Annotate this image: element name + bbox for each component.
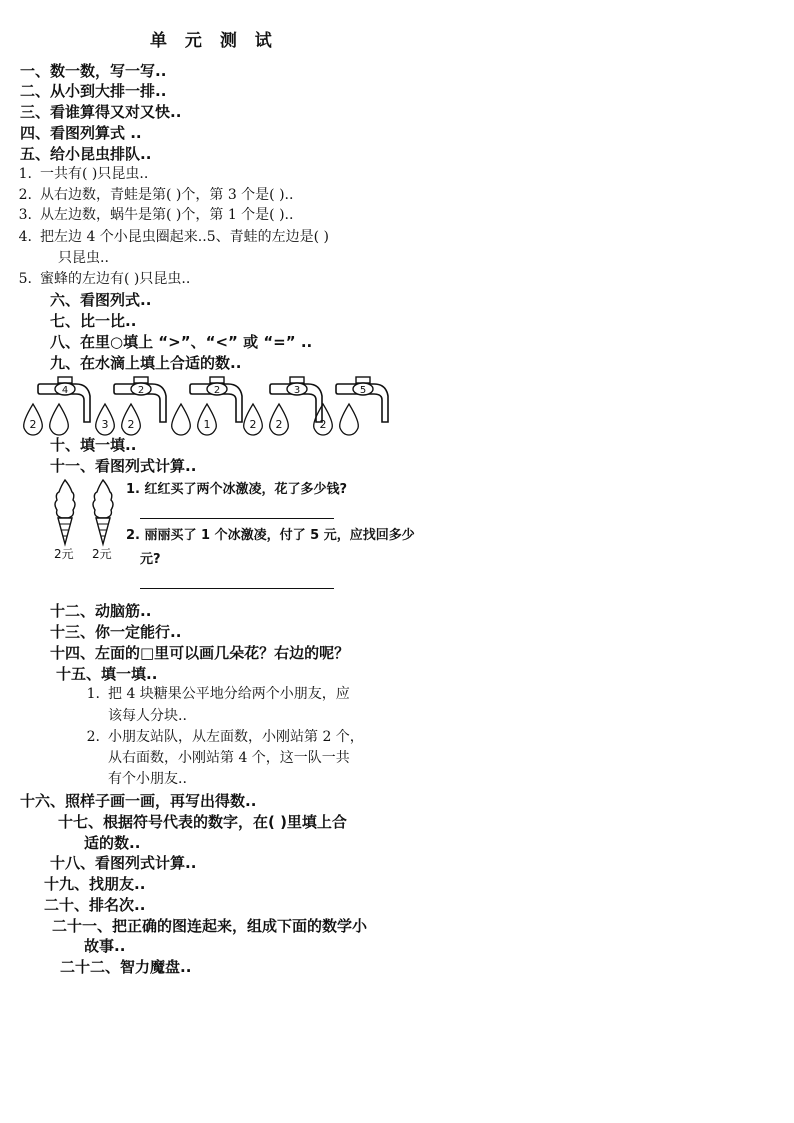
q5-item-2-number: 2. bbox=[18, 187, 32, 203]
section-17: 十七、根据符号代表的数字，在( )里填上合 bbox=[58, 813, 347, 831]
q15-item-2 bbox=[78, 729, 364, 747]
section-11: 十一、看图列式计算.. bbox=[50, 457, 197, 475]
q5-item-3-text: 从左边数，蜗牛是第( )个，第 1 个是( ).. bbox=[40, 207, 294, 223]
faucet-valve bbox=[356, 377, 370, 383]
q5-item-4-continued: 只昆虫.. bbox=[58, 250, 109, 266]
q5-item-3 bbox=[10, 207, 293, 225]
section-21: 二十一、把正确的图连起来，组成下面的数学小 bbox=[52, 917, 368, 935]
q15-item-1-number: 1. bbox=[86, 686, 100, 702]
faucet-2 bbox=[114, 377, 166, 422]
q15-item-1 bbox=[78, 686, 350, 704]
section-21-continued: 故事.. bbox=[84, 937, 126, 955]
faucet-valve bbox=[290, 377, 304, 383]
section-6: 六、看图列式.. bbox=[50, 291, 152, 309]
q5-item-5-text: 蜜蜂的左边有( )只昆虫.. bbox=[40, 271, 191, 287]
q5-item-5 bbox=[10, 271, 190, 289]
section-3: 三、看谁算得又对又快.. bbox=[20, 103, 182, 121]
drop-pair-2 bbox=[96, 404, 141, 435]
faucet-number: 3 bbox=[293, 385, 301, 396]
q5-item-4-text: 把左边 4 个小昆虫圈起来..5、青蛙的左边是( ) bbox=[40, 229, 329, 245]
drop-number: 2 bbox=[127, 418, 135, 431]
faucet-number: 5 bbox=[359, 385, 367, 396]
q5-item-4-number: 4. bbox=[18, 229, 32, 245]
faucet-1 bbox=[38, 377, 90, 422]
faucet-drops-figure bbox=[14, 374, 408, 436]
page-title: 单 元 测 试 bbox=[150, 31, 278, 51]
q5-item-2-text: 从右边数，青蛙是第( )个，第 3 个是( ).. bbox=[40, 187, 294, 203]
section-1: 一、数一数，写一写.. bbox=[20, 62, 167, 80]
q15-item-1-continued: 该每人分块.. bbox=[108, 708, 187, 724]
section-20: 二十、排名次.. bbox=[44, 896, 146, 914]
section-15: 十五、填一填.. bbox=[56, 665, 158, 683]
faucet-number: 2 bbox=[137, 385, 145, 396]
drop-pair-5 bbox=[314, 404, 359, 435]
water-drop-icon bbox=[340, 404, 359, 435]
q15-item-2-number: 2. bbox=[86, 729, 100, 745]
q11-question-2-continued: 元? bbox=[140, 552, 161, 567]
section-5: 五、给小昆虫排队.. bbox=[20, 145, 152, 163]
q5-item-1-text: 一共有( )只昆虫.. bbox=[40, 166, 149, 182]
q11-question-2: 2. 丽丽买了 1 个冰激凌，付了 5 元，应找回多少 bbox=[126, 528, 415, 543]
q5-item-3-number: 3. bbox=[18, 207, 32, 223]
water-drop-icon bbox=[50, 404, 69, 435]
q11-answer-line-1 bbox=[140, 518, 334, 519]
faucet-5 bbox=[336, 377, 388, 422]
water-drop-icon bbox=[172, 404, 191, 435]
section-9: 九、在水滴上填上合适的数.. bbox=[50, 354, 242, 372]
q5-item-5-number: 5. bbox=[18, 271, 32, 287]
q5-item-2 bbox=[10, 187, 293, 205]
drop-pair-1 bbox=[24, 404, 69, 435]
faucet-valve bbox=[134, 377, 148, 383]
q15-item-2-line-3: 有个小朋友.. bbox=[108, 771, 187, 787]
faucet-valve bbox=[210, 377, 224, 383]
section-19: 十九、找朋友.. bbox=[44, 875, 146, 893]
section-7: 七、比一比.. bbox=[50, 312, 137, 330]
faucet-number: 2 bbox=[213, 385, 221, 396]
section-17-continued: 适的数.. bbox=[84, 834, 141, 852]
ice-cream-price-1: 2元 bbox=[54, 547, 74, 561]
faucet-3 bbox=[190, 377, 242, 422]
section-14: 十四、左面的□里可以画几朵花？右边的呢？ bbox=[50, 644, 350, 662]
section-12: 十二、动脑筋.. bbox=[50, 602, 152, 620]
q5-item-1 bbox=[10, 166, 148, 184]
ice-cream-figure bbox=[40, 478, 140, 568]
section-10: 十、填一填.. bbox=[50, 436, 137, 454]
drop-number: 2 bbox=[275, 418, 283, 431]
drop-number: 2 bbox=[29, 418, 37, 431]
q15-item-2-text: 小朋友站队，从左面数，小刚站第 2 个， bbox=[108, 729, 364, 745]
section-16: 十六、照样子画一画，再写出得数.. bbox=[20, 792, 257, 810]
faucet-4 bbox=[270, 377, 322, 422]
ice-cream-icon bbox=[55, 480, 75, 544]
section-2: 二、从小到大排一排.. bbox=[20, 82, 167, 100]
q11-question-1: 1. 红红买了两个冰激凌，花了多少钱? bbox=[126, 482, 348, 497]
q11-answer-line-2 bbox=[140, 588, 334, 589]
faucet-valve bbox=[58, 377, 72, 383]
section-22: 二十二、智力魔盘.. bbox=[60, 958, 192, 976]
q15-item-2-line-2: 从右面数，小刚站第 4 个，这一队一共 bbox=[108, 750, 350, 766]
ice-cream-price-2: 2元 bbox=[92, 547, 112, 561]
section-4: 四、看图列算式 .. bbox=[20, 124, 142, 142]
drop-pair-3 bbox=[172, 404, 217, 435]
drop-number: 2 bbox=[319, 418, 327, 431]
section-13: 十三、你一定能行.. bbox=[50, 623, 182, 641]
q5-item-1-number: 1. bbox=[18, 166, 32, 182]
drop-number: 2 bbox=[249, 418, 257, 431]
drop-number: 3 bbox=[101, 418, 109, 431]
section-18: 十八、看图列式计算.. bbox=[50, 854, 197, 872]
section-8: 八、在里○填上 “>”、“<” 或 “=” .. bbox=[50, 333, 313, 351]
drop-pair-4 bbox=[244, 404, 289, 435]
drop-number: 1 bbox=[203, 418, 211, 431]
q15-item-1-text: 把 4 块糖果公平地分给两个小朋友，应 bbox=[108, 686, 350, 702]
q5-item-4 bbox=[10, 229, 329, 247]
faucet-number: 4 bbox=[61, 385, 69, 396]
ice-cream-icon bbox=[93, 480, 113, 544]
